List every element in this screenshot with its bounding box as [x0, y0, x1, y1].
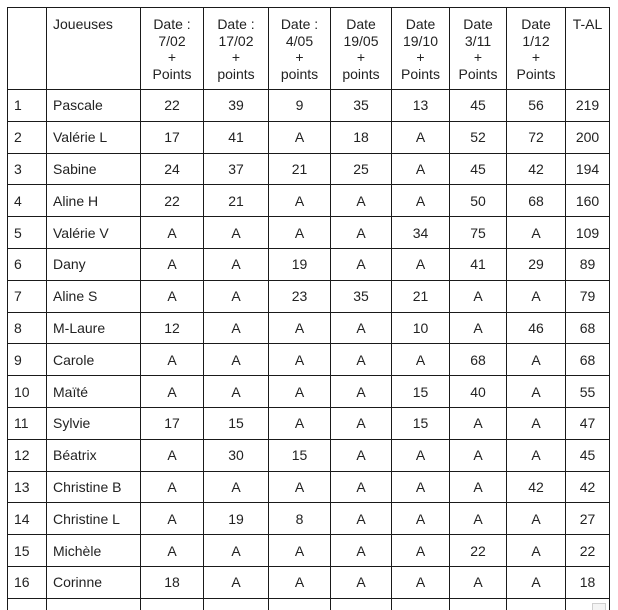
- score-cell-date-5: A: [392, 503, 450, 535]
- score-cell-date-3: A: [269, 312, 331, 344]
- score-cell-date-6: A: [450, 280, 507, 312]
- score-cell-date-2: 30: [204, 439, 269, 471]
- rank-cell: 13: [8, 471, 47, 503]
- header-date-3: [269, 8, 331, 90]
- score-cell-date-6: A: [450, 471, 507, 503]
- score-cell-date-4: A: [331, 407, 392, 439]
- rank-cell: 5: [8, 217, 47, 249]
- header-date-3-line-2: 4/05: [285, 32, 314, 49]
- rank-cell: 9: [8, 344, 47, 376]
- total-cell: 68: [566, 344, 610, 376]
- header-date-6-line-3: +: [473, 49, 483, 65]
- total-cell: 18: [566, 566, 610, 598]
- total-cell: 219: [566, 90, 610, 122]
- score-cell-date-3: A: [269, 407, 331, 439]
- score-cell-date-2: A: [204, 312, 269, 344]
- score-cell-date-1: A: [141, 503, 204, 535]
- rank-cell: 8: [8, 312, 47, 344]
- score-cell-date-1: 18: [141, 566, 204, 598]
- header-date-6-line-2: 3/11: [464, 32, 492, 49]
- scrollbar-corner[interactable]: [592, 603, 606, 610]
- score-cell-date-3: A: [269, 535, 331, 567]
- score-cell-date-6: A: [450, 503, 507, 535]
- score-cell-date-3: A: [269, 185, 331, 217]
- score-cell-date-6: 22: [450, 535, 507, 567]
- score-cell-date-7: 42: [507, 471, 566, 503]
- score-cell-date-7: A: [507, 407, 566, 439]
- total-cell: 194: [566, 153, 610, 185]
- score-cell-date-3: A: [269, 217, 331, 249]
- score-cell-date-2: A: [204, 344, 269, 376]
- total-cell: 68: [566, 312, 610, 344]
- score-cell-date-5: A: [392, 248, 450, 280]
- score-cell-date-4: 25: [331, 153, 392, 185]
- score-cell-date-1: 24: [141, 153, 204, 185]
- score-cell-date-7: A: [507, 503, 566, 535]
- score-cell-date-6: 50: [450, 185, 507, 217]
- table-row: [8, 344, 610, 376]
- header-date-1-line-4: Points: [152, 65, 192, 82]
- header-date-4-line-1: Date: [346, 16, 376, 32]
- header-date-7-line-4: Points: [516, 65, 556, 82]
- score-cell-date-4: A: [331, 503, 392, 535]
- score-cell-date-6: 41: [450, 248, 507, 280]
- rank-cell: 4: [8, 185, 47, 217]
- score-cell-date-4: A: [331, 312, 392, 344]
- score-cell-date-4: A: [331, 566, 392, 598]
- score-cell-date-1: A: [141, 344, 204, 376]
- empty-cell: [204, 598, 269, 610]
- score-cell-date-5: A: [392, 439, 450, 471]
- header-date-4-line-4: points: [342, 65, 380, 82]
- score-cell-date-1: A: [141, 217, 204, 249]
- score-cell-date-7: 72: [507, 121, 566, 153]
- header-date-2: [204, 8, 269, 90]
- header-row: [8, 8, 610, 90]
- score-cell-date-5: A: [392, 535, 450, 567]
- rank-cell: 2: [8, 121, 47, 153]
- score-cell-date-6: A: [450, 407, 507, 439]
- table-row: [8, 153, 610, 185]
- score-cell-date-7: 29: [507, 248, 566, 280]
- player-name-cell: Pascale: [47, 90, 141, 122]
- score-cell-date-2: 21: [204, 185, 269, 217]
- total-cell: 27: [566, 503, 610, 535]
- score-cell-date-5: A: [392, 121, 450, 153]
- player-name-cell: Christine B: [47, 471, 141, 503]
- score-cell-date-6: 45: [450, 153, 507, 185]
- header-date-7: [507, 8, 566, 90]
- total-cell: 45: [566, 439, 610, 471]
- score-cell-date-5: 15: [392, 376, 450, 408]
- score-cell-date-1: A: [141, 280, 204, 312]
- empty-cell: [47, 598, 141, 610]
- score-cell-date-2: A: [204, 535, 269, 567]
- empty-cell: [392, 598, 450, 610]
- score-cell-date-5: 10: [392, 312, 450, 344]
- table-header: [8, 8, 610, 90]
- header-date-4-line-2: 19/05: [343, 32, 379, 49]
- header-date-3-line-3: +: [295, 49, 304, 65]
- score-cell-date-3: 19: [269, 248, 331, 280]
- total-cell: 89: [566, 248, 610, 280]
- header-date-7-line-1: Date: [521, 16, 551, 32]
- empty-cell: [450, 598, 507, 610]
- table-row: [8, 407, 610, 439]
- score-cell-date-7: 46: [507, 312, 566, 344]
- empty-cell: [8, 598, 47, 610]
- table-row: [8, 376, 610, 408]
- table-row: [8, 535, 610, 567]
- score-cell-date-4: 35: [331, 280, 392, 312]
- header-date-2-line-3: +: [231, 49, 241, 65]
- header-date-5-line-4: Points: [401, 65, 440, 82]
- score-cell-date-5: 13: [392, 90, 450, 122]
- score-cell-date-5: 15: [392, 407, 450, 439]
- rank-cell: 3: [8, 153, 47, 185]
- player-name-cell: Valérie V: [47, 217, 141, 249]
- player-name-cell: Maïté: [47, 376, 141, 408]
- total-cell: 79: [566, 280, 610, 312]
- total-cell: 109: [566, 217, 610, 249]
- table-row: [8, 185, 610, 217]
- header-date-6-line-1: Date: [463, 16, 493, 32]
- total-cell: 160: [566, 185, 610, 217]
- table-row: [8, 566, 610, 598]
- score-cell-date-4: A: [331, 185, 392, 217]
- score-cell-date-7: 68: [507, 185, 566, 217]
- score-cell-date-2: A: [204, 248, 269, 280]
- player-name-cell: Béatrix: [47, 439, 141, 471]
- empty-cell: [269, 598, 331, 610]
- player-name-cell: Dany: [47, 248, 141, 280]
- score-cell-date-5: 34: [392, 217, 450, 249]
- score-cell-date-3: A: [269, 566, 331, 598]
- score-cell-date-1: A: [141, 471, 204, 503]
- total-cell: 55: [566, 376, 610, 408]
- score-cell-date-2: A: [204, 280, 269, 312]
- total-cell: 42: [566, 471, 610, 503]
- score-cell-date-3: A: [269, 376, 331, 408]
- score-cell-date-2: 39: [204, 90, 269, 122]
- player-name-cell: Carole: [47, 344, 141, 376]
- score-cell-date-3: A: [269, 121, 331, 153]
- header-date-2-line-4: points: [217, 65, 255, 82]
- score-cell-date-7: A: [507, 217, 566, 249]
- rank-cell: 1: [8, 90, 47, 122]
- score-cell-date-3: 8: [269, 503, 331, 535]
- score-cell-date-7: A: [507, 376, 566, 408]
- score-cell-date-4: A: [331, 535, 392, 567]
- score-cell-date-7: A: [507, 280, 566, 312]
- score-cell-date-2: 19: [204, 503, 269, 535]
- ranking-table: [7, 7, 610, 610]
- table-row: [8, 280, 610, 312]
- score-cell-date-4: A: [331, 376, 392, 408]
- table-row: [8, 90, 610, 122]
- score-cell-date-5: A: [392, 566, 450, 598]
- total-cell: 47: [566, 407, 610, 439]
- table-row: [8, 439, 610, 471]
- score-cell-date-7: A: [507, 344, 566, 376]
- rank-cell: 7: [8, 280, 47, 312]
- score-cell-date-5: A: [392, 344, 450, 376]
- score-cell-date-1: 22: [141, 185, 204, 217]
- score-cell-date-3: 23: [269, 280, 331, 312]
- player-name-cell: Valérie L: [47, 121, 141, 153]
- score-cell-date-3: A: [269, 344, 331, 376]
- rank-cell: 6: [8, 248, 47, 280]
- score-cell-date-2: A: [204, 566, 269, 598]
- header-date-5-line-1: Date: [405, 16, 436, 32]
- header-date-1-line-2: 7/02: [158, 32, 186, 49]
- score-cell-date-6: 75: [450, 217, 507, 249]
- header-date-6: [450, 8, 507, 90]
- table-row-partial: [8, 598, 610, 610]
- header-date-3-line-1: Date :: [280, 16, 319, 32]
- header-total: T-AL: [566, 8, 610, 90]
- table-row: [8, 312, 610, 344]
- score-cell-date-3: A: [269, 471, 331, 503]
- score-cell-date-2: 37: [204, 153, 269, 185]
- score-cell-date-4: A: [331, 344, 392, 376]
- rank-cell: 14: [8, 503, 47, 535]
- header-players: Joueuses: [47, 8, 141, 90]
- score-cell-date-7: 42: [507, 153, 566, 185]
- score-cell-date-1: A: [141, 535, 204, 567]
- score-cell-date-1: A: [141, 439, 204, 471]
- header-rank: [8, 8, 47, 90]
- score-cell-date-4: 35: [331, 90, 392, 122]
- score-cell-date-1: 22: [141, 90, 204, 122]
- score-cell-date-1: A: [141, 248, 204, 280]
- rank-cell: 11: [8, 407, 47, 439]
- header-date-7-line-3: +: [531, 49, 541, 65]
- empty-cell: [141, 598, 204, 610]
- score-cell-date-6: 45: [450, 90, 507, 122]
- score-cell-date-4: A: [331, 471, 392, 503]
- player-name-cell: Aline S: [47, 280, 141, 312]
- score-cell-date-1: 17: [141, 121, 204, 153]
- score-cell-date-2: 15: [204, 407, 269, 439]
- header-date-5-line-2: 19/10: [402, 32, 439, 49]
- rank-cell: 15: [8, 535, 47, 567]
- score-cell-date-5: 21: [392, 280, 450, 312]
- table-row: [8, 503, 610, 535]
- rank-cell: 16: [8, 566, 47, 598]
- rank-cell: 10: [8, 376, 47, 408]
- score-cell-date-6: 40: [450, 376, 507, 408]
- empty-cell: [507, 598, 566, 610]
- score-cell-date-7: 56: [507, 90, 566, 122]
- header-date-4-line-3: +: [356, 49, 366, 65]
- score-cell-date-5: A: [392, 153, 450, 185]
- score-cell-date-6: 68: [450, 344, 507, 376]
- score-cell-date-4: A: [331, 439, 392, 471]
- table-row: [8, 248, 610, 280]
- score-cell-date-2: A: [204, 376, 269, 408]
- score-cell-date-6: A: [450, 312, 507, 344]
- total-cell: 200: [566, 121, 610, 153]
- total-cell: 22: [566, 535, 610, 567]
- score-cell-date-6: A: [450, 566, 507, 598]
- player-name-cell: Christine L: [47, 503, 141, 535]
- rank-cell: 12: [8, 439, 47, 471]
- score-cell-date-4: A: [331, 217, 392, 249]
- table-row: [8, 217, 610, 249]
- player-name-cell: Aline H: [47, 185, 141, 217]
- header-date-5-line-3: +: [416, 49, 425, 65]
- score-cell-date-2: A: [204, 217, 269, 249]
- score-cell-date-7: A: [507, 566, 566, 598]
- player-name-cell: Corinne: [47, 566, 141, 598]
- score-cell-date-4: 18: [331, 121, 392, 153]
- score-cell-date-7: A: [507, 439, 566, 471]
- score-cell-date-1: 12: [141, 312, 204, 344]
- table-body: [8, 90, 610, 610]
- score-cell-date-1: 17: [141, 407, 204, 439]
- score-cell-date-5: A: [392, 471, 450, 503]
- score-cell-date-6: A: [450, 439, 507, 471]
- score-cell-date-3: 9: [269, 90, 331, 122]
- score-cell-date-3: 21: [269, 153, 331, 185]
- score-cell-date-2: 41: [204, 121, 269, 153]
- header-date-5: [392, 8, 450, 90]
- score-cell-date-3: 15: [269, 439, 331, 471]
- player-name-cell: Sabine: [47, 153, 141, 185]
- table-row: [8, 121, 610, 153]
- header-date-1: [141, 8, 204, 90]
- player-name-cell: M-Laure: [47, 312, 141, 344]
- score-cell-date-7: A: [507, 535, 566, 567]
- header-date-6-line-4: Points: [458, 65, 498, 82]
- score-cell-date-2: A: [204, 471, 269, 503]
- score-cell-date-6: 52: [450, 121, 507, 153]
- player-name-cell: Sylvie: [47, 407, 141, 439]
- header-date-3-line-4: points: [280, 65, 319, 82]
- score-cell-date-4: A: [331, 248, 392, 280]
- score-cell-date-5: A: [392, 185, 450, 217]
- score-cell-date-1: A: [141, 376, 204, 408]
- player-name-cell: Michèle: [47, 535, 141, 567]
- header-date-2-line-1: Date :: [217, 16, 255, 32]
- header-date-7-line-2: 1/12: [522, 32, 550, 49]
- empty-cell: [331, 598, 392, 610]
- header-date-1-line-3: +: [167, 49, 177, 65]
- header-date-1-line-1: Date :: [153, 16, 191, 32]
- header-date-4: [331, 8, 392, 90]
- header-date-2-line-2: 17/02: [218, 32, 254, 49]
- table-row: [8, 471, 610, 503]
